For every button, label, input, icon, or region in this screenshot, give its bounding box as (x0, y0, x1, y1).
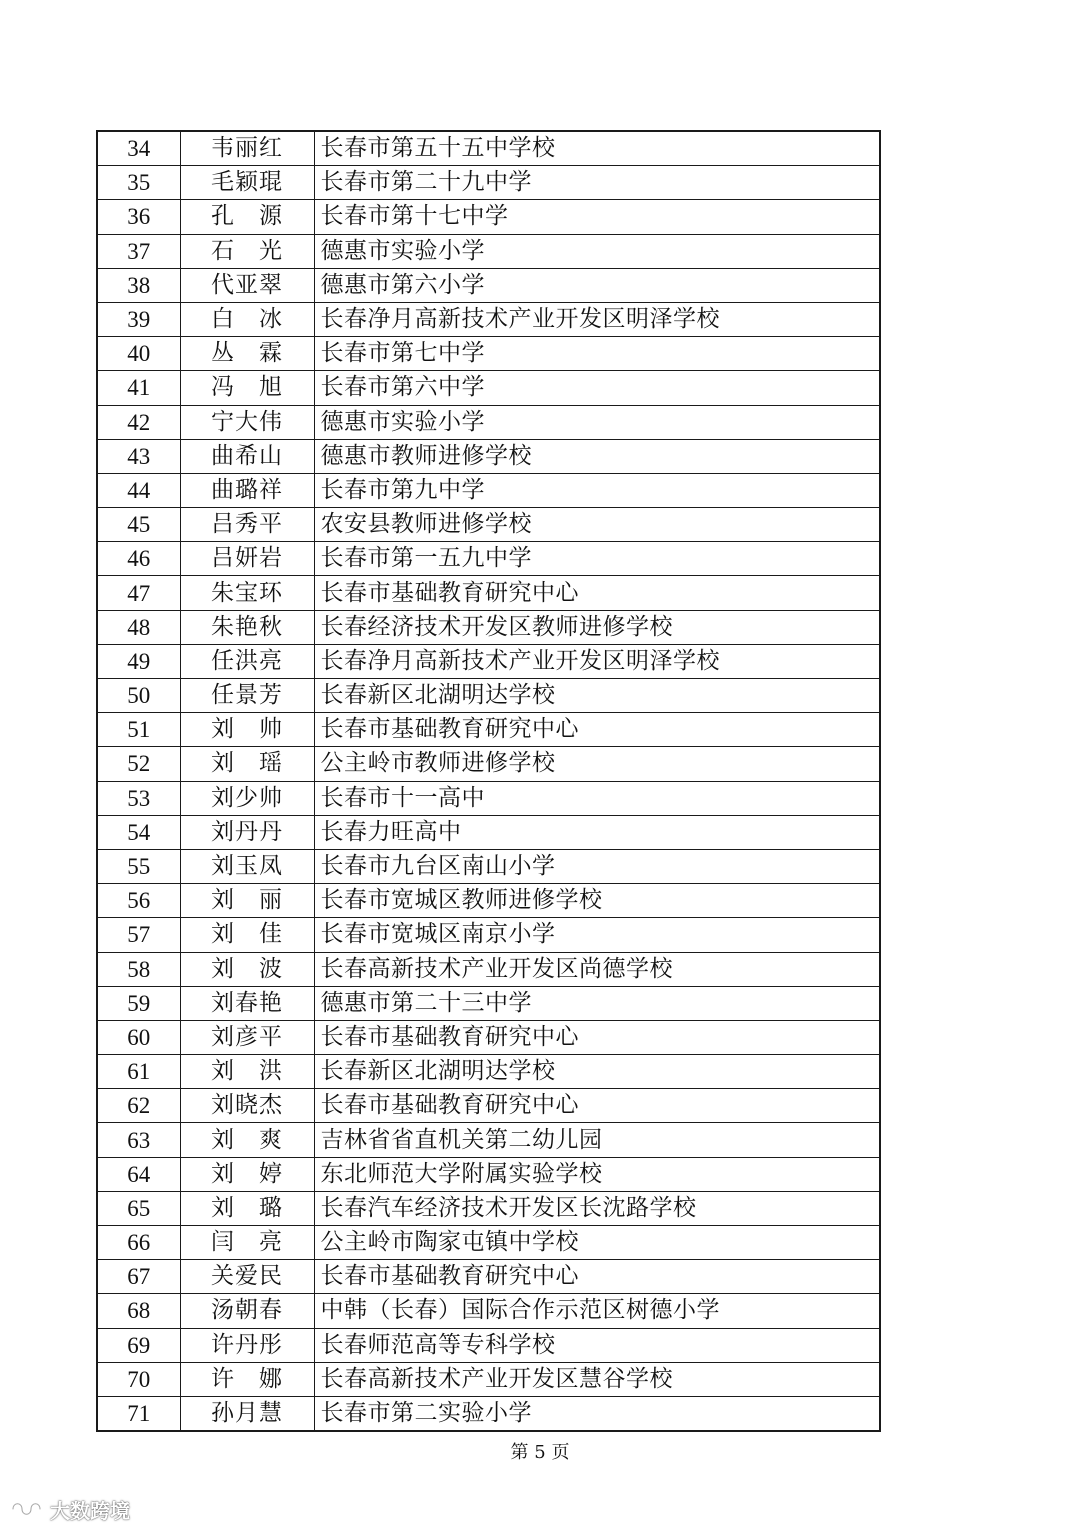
table-row (97, 542, 880, 576)
school-cell: 德惠市教师进修学校 (314, 439, 880, 473)
row-number-cell: 37 (97, 234, 180, 268)
school-cell: 长春净月高新技术产业开发区明泽学校 (314, 644, 880, 678)
school-cell: 长春市十一高中 (314, 781, 880, 815)
school-cell: 长春市第七中学 (314, 337, 880, 371)
row-number-cell: 65 (97, 1191, 180, 1225)
school-cell: 长春市第一五九中学 (314, 542, 880, 576)
school-cell: 德惠市实验小学 (314, 234, 880, 268)
row-number-cell: 57 (97, 918, 180, 952)
table-row (97, 713, 880, 747)
table-row (97, 1294, 880, 1328)
table-row (97, 918, 880, 952)
school-cell: 长春市基础教育研究中心 (314, 576, 880, 610)
name-cell: 闫 亮 (180, 1226, 314, 1260)
row-number-cell: 46 (97, 542, 180, 576)
table-row (97, 679, 880, 713)
table-row (97, 849, 880, 883)
school-cell: 长春新区北湖明达学校 (314, 1055, 880, 1089)
table-row (97, 576, 880, 610)
table-row (97, 1123, 880, 1157)
school-cell: 长春市第六中学 (314, 371, 880, 405)
school-cell: 长春市第十七中学 (314, 200, 880, 234)
table-row (97, 1020, 880, 1054)
table-row (97, 268, 880, 302)
name-cell: 刘丹丹 (180, 815, 314, 849)
table-row (97, 473, 880, 507)
name-cell: 刘 璐 (180, 1191, 314, 1225)
row-number-cell: 42 (97, 405, 180, 439)
table-row (97, 1396, 880, 1431)
school-cell: 农安县教师进修学校 (314, 508, 880, 542)
name-cell: 刘 丽 (180, 884, 314, 918)
row-number-cell: 67 (97, 1260, 180, 1294)
table-row (97, 439, 880, 473)
name-cell: 刘 佳 (180, 918, 314, 952)
table-row (97, 302, 880, 336)
row-number-cell: 61 (97, 1055, 180, 1089)
name-cell: 丛 霖 (180, 337, 314, 371)
name-cell: 刘春艳 (180, 986, 314, 1020)
row-number-cell: 51 (97, 713, 180, 747)
name-cell: 孔 源 (180, 200, 314, 234)
school-cell: 长春市基础教育研究中心 (314, 1089, 880, 1123)
row-number-cell: 44 (97, 473, 180, 507)
school-cell: 长春经济技术开发区教师进修学校 (314, 610, 880, 644)
table-row (97, 1226, 880, 1260)
school-cell: 长春市九台区南山小学 (314, 849, 880, 883)
row-number-cell: 71 (97, 1396, 180, 1431)
table-row (97, 131, 880, 166)
table-row (97, 1191, 880, 1225)
school-cell: 德惠市实验小学 (314, 405, 880, 439)
school-cell: 长春高新技术产业开发区慧谷学校 (314, 1362, 880, 1396)
table-row (97, 1362, 880, 1396)
school-cell: 公主岭市陶家屯镇中学校 (314, 1226, 880, 1260)
row-number-cell: 41 (97, 371, 180, 405)
brand-logo-icon (10, 1498, 44, 1520)
name-cell: 刘晓杰 (180, 1089, 314, 1123)
school-cell: 长春市第五十五中学校 (314, 131, 880, 166)
name-cell: 刘 帅 (180, 713, 314, 747)
school-cell: 长春市基础教育研究中心 (314, 1020, 880, 1054)
name-cell: 代亚翠 (180, 268, 314, 302)
table-row (97, 644, 880, 678)
name-cell: 刘玉凤 (180, 849, 314, 883)
row-number-cell: 47 (97, 576, 180, 610)
name-cell: 刘 婷 (180, 1157, 314, 1191)
table-row (97, 371, 880, 405)
name-cell: 刘 爽 (180, 1123, 314, 1157)
row-number-cell: 45 (97, 508, 180, 542)
school-cell: 长春市第二十九中学 (314, 166, 880, 200)
row-number-cell: 62 (97, 1089, 180, 1123)
row-number-cell: 54 (97, 815, 180, 849)
name-cell: 朱宝环 (180, 576, 314, 610)
name-cell: 冯 旭 (180, 371, 314, 405)
row-number-cell: 39 (97, 302, 180, 336)
name-cell: 任洪亮 (180, 644, 314, 678)
name-cell: 韦丽红 (180, 131, 314, 166)
name-cell: 吕秀平 (180, 508, 314, 542)
row-number-cell: 69 (97, 1328, 180, 1362)
school-cell: 长春市宽城区教师进修学校 (314, 884, 880, 918)
table-row (97, 1089, 880, 1123)
table-row (97, 1260, 880, 1294)
row-number-cell: 34 (97, 131, 180, 166)
name-cell: 宁大伟 (180, 405, 314, 439)
table-row (97, 610, 880, 644)
row-number-cell: 60 (97, 1020, 180, 1054)
row-number-cell: 59 (97, 986, 180, 1020)
row-number-cell: 35 (97, 166, 180, 200)
school-cell: 中韩（长春）国际合作示范区树德小学 (314, 1294, 880, 1328)
name-cell: 许丹彤 (180, 1328, 314, 1362)
table-row (97, 405, 880, 439)
name-cell: 吕妍岩 (180, 542, 314, 576)
name-cell: 刘 洪 (180, 1055, 314, 1089)
name-cell: 白 冰 (180, 302, 314, 336)
school-cell: 吉林省省直机关第二幼儿园 (314, 1123, 880, 1157)
table-row (97, 952, 880, 986)
name-cell: 刘 波 (180, 952, 314, 986)
row-number-cell: 70 (97, 1362, 180, 1396)
row-number-cell: 55 (97, 849, 180, 883)
table-row (97, 508, 880, 542)
name-cell: 许 娜 (180, 1362, 314, 1396)
table-row (97, 1328, 880, 1362)
name-cell: 汤朝春 (180, 1294, 314, 1328)
name-cell: 任景芳 (180, 679, 314, 713)
roster-table-body (97, 131, 880, 1431)
row-number-cell: 50 (97, 679, 180, 713)
row-number-cell: 56 (97, 884, 180, 918)
school-cell: 长春市基础教育研究中心 (314, 1260, 880, 1294)
school-cell: 长春市第二实验小学 (314, 1396, 880, 1431)
table-row (97, 166, 880, 200)
name-cell: 刘 瑶 (180, 747, 314, 781)
row-number-cell: 48 (97, 610, 180, 644)
row-number-cell: 43 (97, 439, 180, 473)
row-number-cell: 36 (97, 200, 180, 234)
watermark (10, 1494, 130, 1524)
name-cell: 朱艳秋 (180, 610, 314, 644)
table-row (97, 337, 880, 371)
school-cell: 长春市宽城区南京小学 (314, 918, 880, 952)
school-cell: 长春市基础教育研究中心 (314, 713, 880, 747)
row-number-cell: 38 (97, 268, 180, 302)
row-number-cell: 58 (97, 952, 180, 986)
school-cell: 长春高新技术产业开发区尚德学校 (314, 952, 880, 986)
table-row (97, 1157, 880, 1191)
name-cell: 毛颖琨 (180, 166, 314, 200)
row-number-cell: 64 (97, 1157, 180, 1191)
watermark-text: 大数跨境 (50, 1498, 130, 1523)
school-cell: 长春净月高新技术产业开发区明泽学校 (314, 302, 880, 336)
row-number-cell: 66 (97, 1226, 180, 1260)
table-row (97, 234, 880, 268)
roster-table (96, 130, 881, 1432)
school-cell: 长春师范高等专科学校 (314, 1328, 880, 1362)
school-cell: 长春新区北湖明达学校 (314, 679, 880, 713)
row-number-cell: 49 (97, 644, 180, 678)
row-number-cell: 52 (97, 747, 180, 781)
page-number: 第 5 页 (510, 1442, 570, 1463)
table-row (97, 1055, 880, 1089)
row-number-cell: 63 (97, 1123, 180, 1157)
table-row (97, 884, 880, 918)
name-cell: 曲璐祥 (180, 473, 314, 507)
table-row (97, 986, 880, 1020)
school-cell: 长春力旺高中 (314, 815, 880, 849)
school-cell: 长春市第九中学 (314, 473, 880, 507)
name-cell: 曲希山 (180, 439, 314, 473)
row-number-cell: 53 (97, 781, 180, 815)
table-row (97, 747, 880, 781)
school-cell: 长春汽车经济技术开发区长沈路学校 (314, 1191, 880, 1225)
table-row (97, 200, 880, 234)
name-cell: 石 光 (180, 234, 314, 268)
row-number-cell: 68 (97, 1294, 180, 1328)
school-cell: 东北师范大学附属实验学校 (314, 1157, 880, 1191)
school-cell: 德惠市第二十三中学 (314, 986, 880, 1020)
school-cell: 公主岭市教师进修学校 (314, 747, 880, 781)
name-cell: 孙月慧 (180, 1396, 314, 1431)
table-row (97, 781, 880, 815)
table-row (97, 815, 880, 849)
school-cell: 德惠市第六小学 (314, 268, 880, 302)
name-cell: 关爱民 (180, 1260, 314, 1294)
name-cell: 刘少帅 (180, 781, 314, 815)
row-number-cell: 40 (97, 337, 180, 371)
name-cell: 刘彦平 (180, 1020, 314, 1054)
